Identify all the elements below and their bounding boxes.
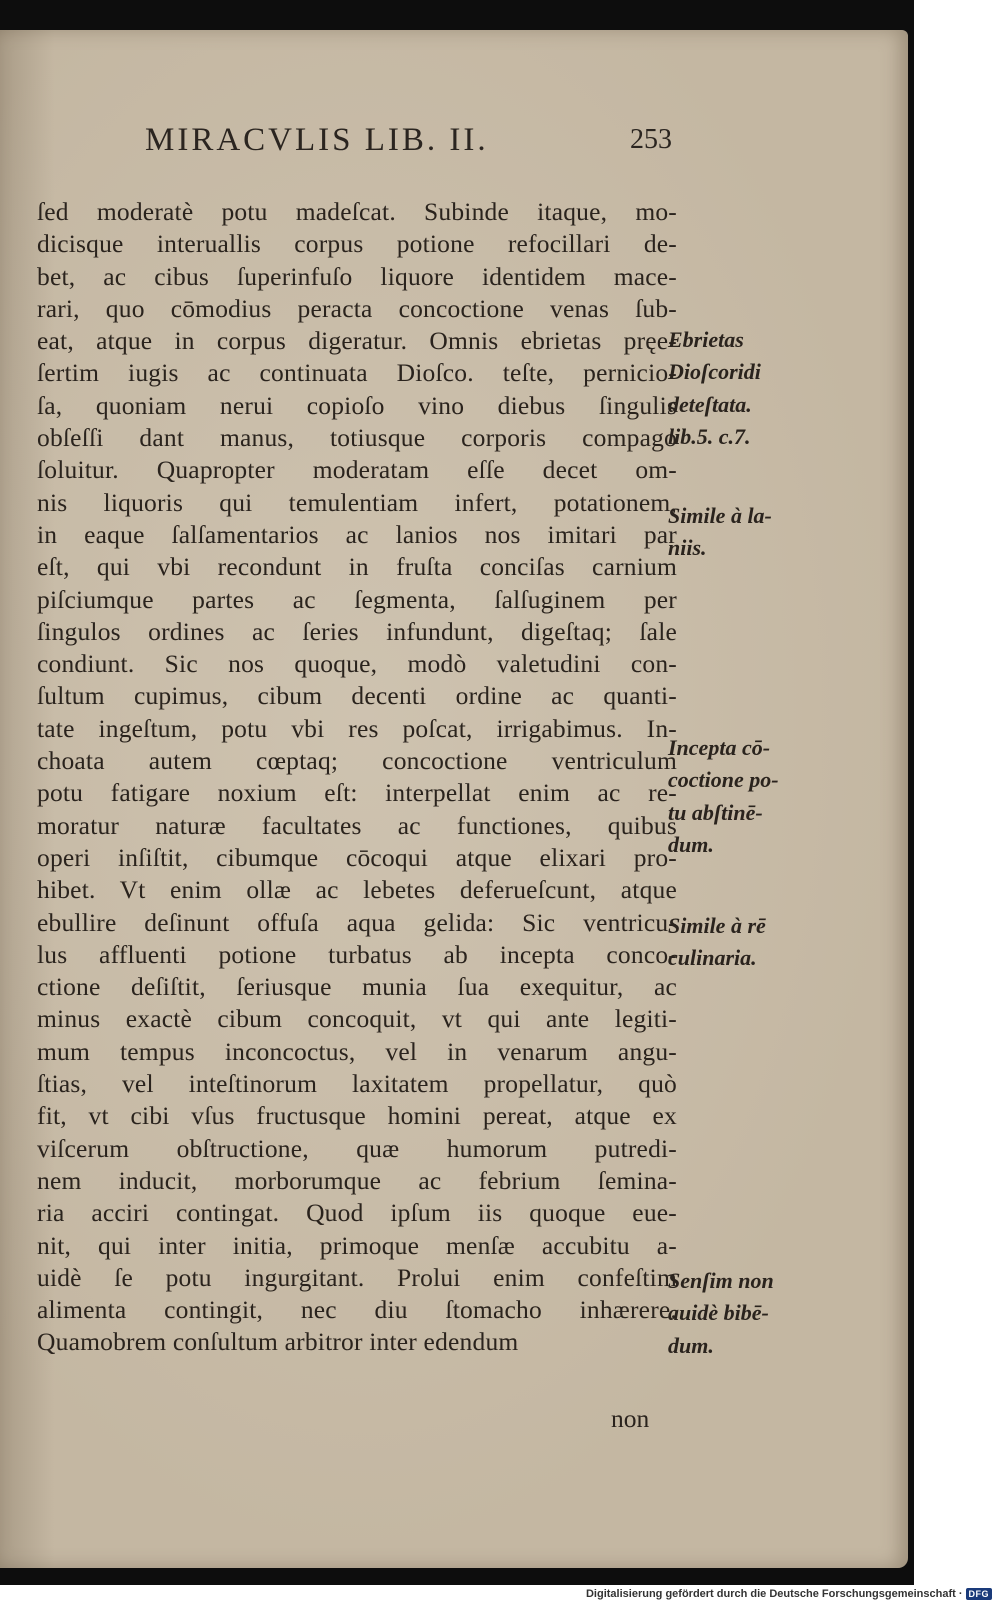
margin-note-line: Dioſcoridi	[668, 359, 761, 385]
text-line: choata autem cœptaq; concoctione ventriculum	[37, 746, 677, 776]
text-line: nis liquoris qui temulentiam infert, potationem,	[37, 487, 677, 517]
credit-text: Digitalisierung gefördert durch die Deutsche Forschungsgemeinschaft ·	[585, 1588, 963, 1600]
text-line: obſeſſi dant manus, totiusque corporis compago	[37, 423, 677, 453]
margin-note-ebrietas	[668, 324, 761, 453]
text-line: eſt, qui vbi recondunt in fruſta conciſas carnium	[37, 552, 677, 582]
body-text	[37, 196, 677, 1359]
text-line: lus affluenti potione turbatus ab incepta conco-	[37, 939, 677, 969]
margin-note-line: niis.	[668, 535, 707, 561]
digitization-credit	[586, 1585, 992, 1603]
text-line: rari, quo cōmodius peracta concoctione venas ſub-	[37, 293, 677, 323]
margin-note-culinaria	[668, 910, 766, 975]
text-line: mum tempus inconcoctus, vel in venarum angu-	[37, 1036, 677, 1066]
text-line: hibet. Vt enim ollæ ac lebetes deferueſcunt, atque	[37, 875, 677, 905]
text-line: ſoluitur. Quapropter moderatam eſſe decet om-	[37, 455, 677, 485]
text-line: potu fatigare noxium eſt: interpellat enim ac re-	[37, 778, 677, 808]
margin-note-bibendum	[668, 1265, 774, 1362]
text-line: ſultum cupimus, cibum decenti ordine ac quanti-	[37, 681, 677, 711]
margin-note-line: culinaria.	[668, 945, 757, 971]
text-line: minus exactè cibum concoquit, vt qui ante legiti-	[37, 1004, 677, 1034]
margin-note-concoctio	[668, 732, 779, 861]
text-line: alimenta contingit, nec diu ſtomacho inhærere.	[37, 1295, 677, 1325]
text-line: Quamobrem conſultum arbitror inter edendum	[37, 1327, 519, 1357]
catchword: non	[611, 1404, 650, 1433]
text-line: eat, atque in corpus digeratur. Omnis ebrietas pręe-	[37, 326, 677, 356]
text-line: ſertim iugis ac continuata Dioſco. teſte, pernicio-	[37, 358, 677, 388]
text-line: ſtias, vel inteſtinorum laxitatem propellatur, quò	[37, 1069, 677, 1099]
margin-note-line: dum.	[668, 831, 714, 857]
margin-note-line: Senſim non	[668, 1268, 774, 1293]
text-line: bet, ac cibus ſuperinfuſo liquore identidem mace-	[37, 261, 677, 291]
dfg-logo-icon: DFG	[966, 1588, 993, 1600]
text-line: dicisque interuallis corpus potione refocillari de-	[37, 229, 677, 259]
text-line: operi inſiſtit, cibumque cōcoqui atque elixari pro-	[37, 842, 677, 872]
margin-note-line: Ebrietas	[668, 327, 744, 352]
margin-note-line: Incepta cō-	[668, 735, 771, 760]
page-number: 253	[630, 124, 672, 155]
margin-note-lanii	[668, 500, 772, 565]
text-line: ſingulos ordines ac ſeries infundunt, digeſtaq; ſale	[37, 616, 677, 646]
margin-note-line: Simile à rē	[668, 913, 766, 938]
margin-note-line: deteſtata.	[668, 391, 752, 417]
text-line: viſcerum obſtructione, quæ humorum putredi-	[37, 1133, 677, 1163]
text-line: tate ingeſtum, potu vbi res poſcat, irrigabimus. In-	[37, 713, 677, 743]
book-page	[0, 30, 908, 1568]
text-line: moratur naturæ facultates ac functiones, quibus	[37, 810, 677, 840]
margin-note-line: lib.5. c.7.	[668, 423, 751, 449]
margin-note-line: dum.	[668, 1332, 714, 1358]
text-line: nem inducit, morborumque ac febrium ſemina-	[37, 1165, 677, 1195]
text-line: uidè ſe potu ingurgitant. Prolui enim confeſtim	[37, 1262, 677, 1292]
text-line: ctione deſiſtit, ſeriusque munia ſua exequitur, ac	[37, 972, 677, 1002]
margin-note-line: tu abſtinē-	[668, 799, 763, 825]
running-head: MIRACVLIS LIB. II.	[145, 122, 489, 158]
margin-note-line: auidè bibē-	[668, 1300, 769, 1326]
text-line: condiunt. Sic nos quoque, modò valetudini con-	[37, 649, 677, 679]
text-line: ſa, quoniam nerui copioſo vino diebus ſingulis	[37, 390, 677, 420]
text-line: piſciumque partes ac ſegmenta, ſalſuginem per	[37, 584, 677, 614]
text-line: nit, qui inter initia, primoque menſæ accubitu a-	[37, 1230, 677, 1260]
text-line: fit, vt cibi vſus fructusque homini pereat, atque ex	[37, 1101, 677, 1131]
text-line: ebullire deſinunt offuſa aqua gelida: Sic ventricu-	[37, 907, 677, 937]
margin-note-line: Simile à la-	[668, 503, 772, 528]
text-line: ſed moderatè potu madeſcat. Subinde itaque, mo-	[37, 197, 677, 226]
margin-note-line: coctione po-	[668, 767, 779, 793]
text-line: ria acciri contingat. Quod ipſum iis quoque eue-	[37, 1198, 677, 1228]
text-line: in eaque ſalſamentarios ac lanios nos imitari par	[37, 519, 677, 549]
